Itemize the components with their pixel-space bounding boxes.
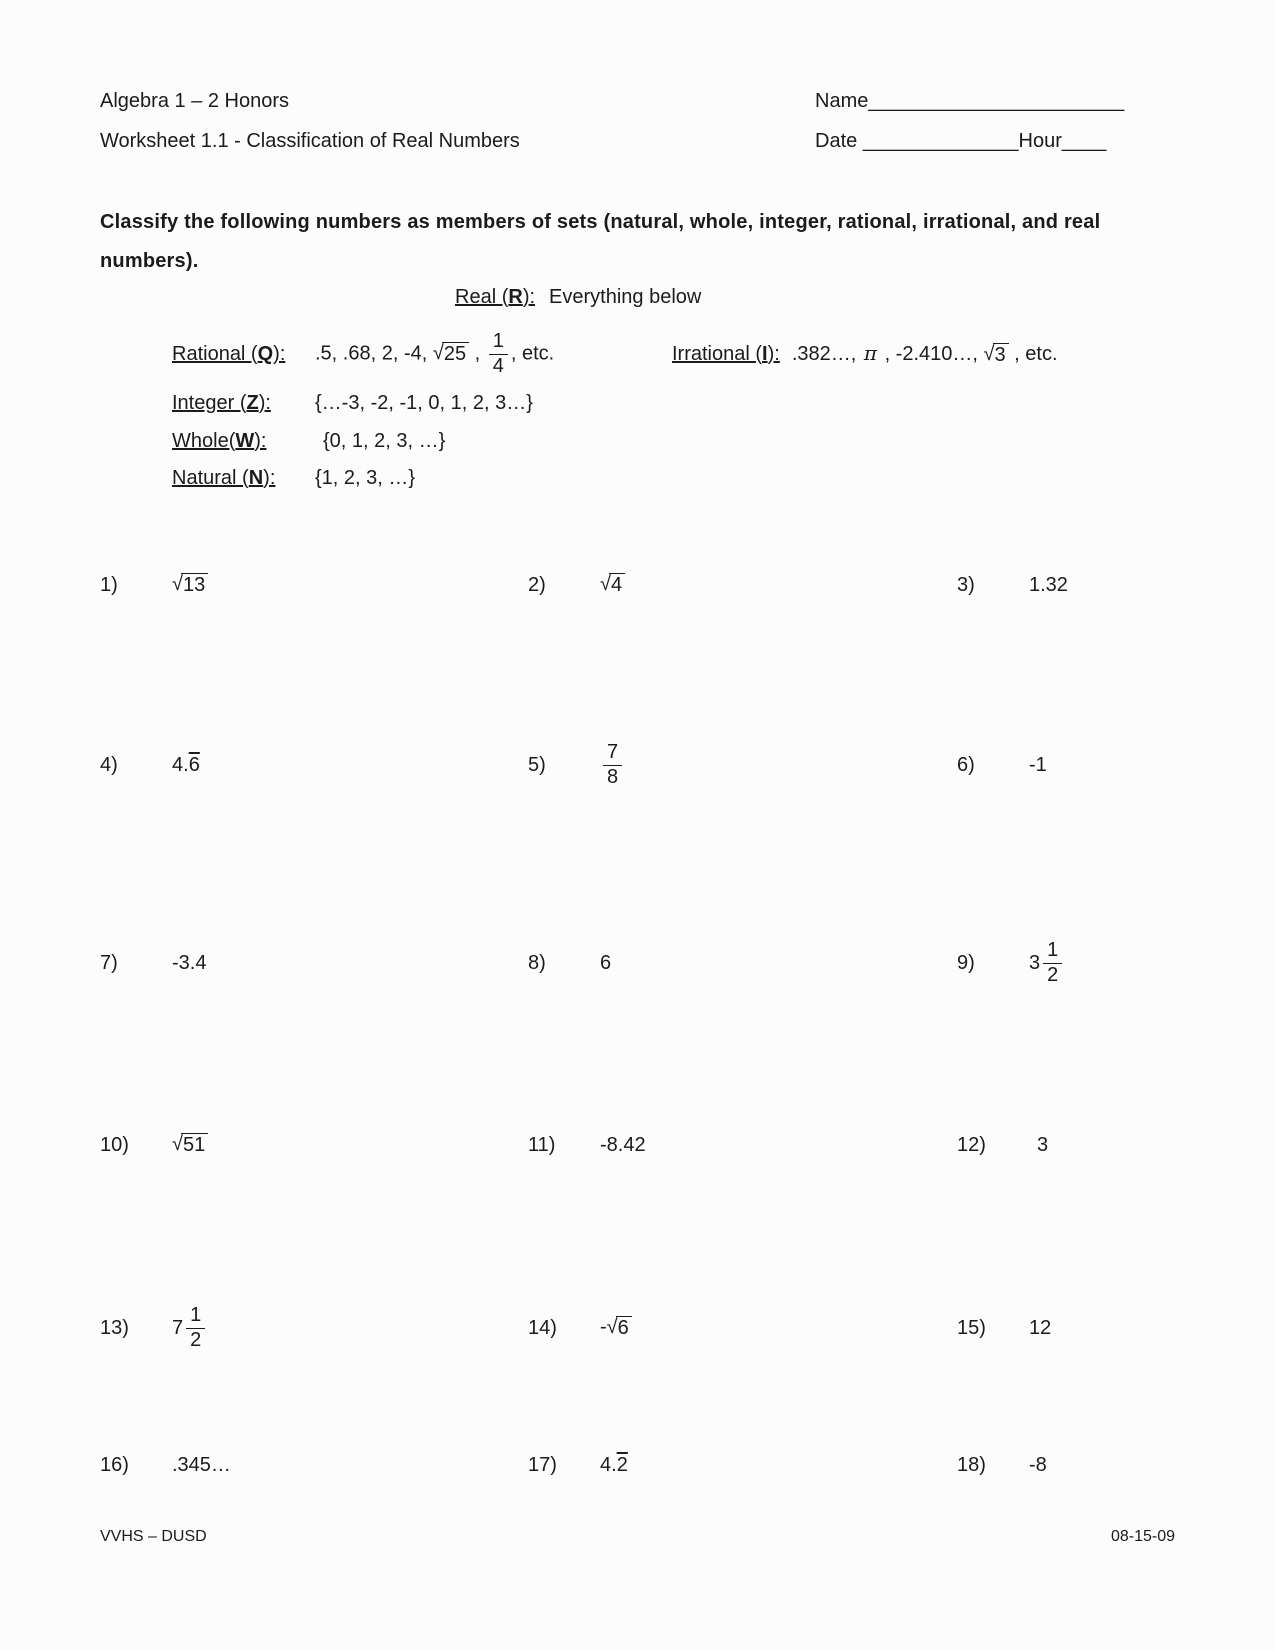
hour-blank-line: ____ [1061,130,1107,152]
problem-17-value [600,1454,628,1477]
date-hour-field [815,128,1106,154]
real-letter: R [508,286,523,308]
problem-9 [957,921,1065,1005]
definition-natural [172,467,415,490]
problem-13-whole-part: 7 [172,1316,184,1339]
problem-15-value: 12 [1029,1316,1052,1339]
whole-set: {0, 1, 2, 3, …} [323,430,446,452]
problem-1-sqrt-expression [172,573,208,597]
problem-17-whole-part: 4. [600,1453,617,1476]
real-label-pre: Real ( [455,286,509,308]
problem-4 [100,723,200,807]
problem-2 [528,543,625,627]
radical-icon: √ [606,1316,618,1338]
instructions-text: Classify the following numbers as members of sets (natural, whole, integer, rational, irrational, and real numbers). [100,211,1101,272]
rational-comma: , [469,342,486,365]
problem-9-number: 9) [957,951,975,974]
problem-6 [957,723,1047,807]
problem-8 [528,921,611,1005]
problem-4-repeating-digit: 6 [188,753,200,776]
real-label [455,286,535,309]
problem-11-value: -8.42 [600,1133,646,1156]
problem-7-number: 7) [100,951,118,974]
integer-letter: Z [246,392,259,414]
name-field [815,88,1124,114]
problem-8-number: 8) [528,951,546,974]
problem-13-numerator: 1 [186,1305,205,1329]
rational-examples-post: , etc. [510,342,555,365]
integer-label-post: ): [258,392,271,414]
problem-17-repeating-digit: 2 [616,1453,628,1476]
problem-5-denominator: 8 [607,765,619,788]
problem-4-whole-part: 4. [172,753,189,776]
problem-14-value [600,1316,632,1340]
problem-14-negative-sign: - [600,1316,607,1338]
problem-16-number: 16) [100,1453,129,1476]
problem-2-sqrt-expression [600,573,625,597]
integer-label-pre: Integer ( [172,392,247,414]
rational-examples [315,331,554,377]
problem-11-number: 11) [528,1133,556,1156]
definition-rational [172,328,554,380]
problem-12 [957,1103,1048,1187]
whole-label [172,430,315,453]
problem-11 [528,1103,646,1187]
problem-18-value: -8 [1029,1453,1047,1476]
irrational-letter: I [762,342,768,365]
natural-label [172,467,315,490]
whole-label-post: ): [254,430,267,452]
problem-9-whole-part: 3 [1029,951,1041,974]
definition-integer [172,392,533,415]
problem-1-radicand: 13 [181,573,208,597]
problem-9-fraction [1043,940,1062,986]
definition-whole [172,430,445,453]
problem-15 [957,1286,1051,1370]
problem-13-denominator: 2 [190,1328,202,1351]
rational-examples-pre: .5, .68, 2, -4, [315,342,433,365]
integer-set: {…-3, -2, -1, 0, 1, 2, 3…} [315,392,533,414]
problem-10-number: 10) [100,1133,129,1156]
irrational-examples [792,341,1058,367]
problem-13-fraction [186,1305,205,1351]
sqrt-3-expression [984,343,1009,367]
rational-letter: Q [257,342,274,365]
real-label-post: ): [522,286,536,308]
problem-1 [100,543,208,627]
problem-7 [100,921,206,1005]
name-blank-line: _______________________ [868,90,1125,112]
problem-4-value [172,754,200,777]
problem-16 [100,1423,231,1507]
natural-label-pre: Natural ( [172,467,249,489]
radical-icon: √ [983,343,995,365]
problem-13-mixed-number [172,1305,208,1351]
whole-label-pre: Whole( [172,430,236,452]
problem-10-sqrt-expression [172,1133,208,1157]
irrational-examples-post: , etc. [1008,343,1058,365]
problem-5 [528,723,625,807]
radical-icon: √ [172,1133,183,1155]
date-label: Date [815,130,863,152]
problem-18 [957,1423,1047,1507]
problem-14-radicand: 6 [616,1316,632,1340]
problem-3-number: 3) [957,573,975,596]
natural-letter: N [248,467,264,489]
sqrt-25-expression [433,342,469,366]
fraction-numerator: 1 [489,331,508,355]
problem-12-number: 12) [957,1133,986,1156]
problem-5-number: 5) [528,753,546,776]
problem-9-numerator: 1 [1043,940,1062,964]
natural-set: {1, 2, 3, …} [315,467,416,489]
problem-15-number: 15) [957,1316,986,1339]
rational-label [172,343,315,366]
problem-18-number: 18) [957,1453,986,1476]
problem-5-numerator: 7 [603,742,622,766]
problem-17-number: 17) [528,1453,557,1476]
integer-label [172,392,315,415]
problem-16-value: .345… [172,1453,231,1476]
problem-12-value: 3 [1037,1133,1049,1156]
problem-4-number: 4) [100,753,118,776]
problem-14 [528,1286,632,1370]
footer-date: 08-15-09 [1110,1528,1175,1545]
problem-9-mixed-number [1029,940,1065,986]
irrational-examples-mid: , -2.410…, [879,343,984,365]
whole-letter: W [235,430,255,452]
problem-13-number: 13) [100,1316,129,1339]
irrational-label [672,343,780,366]
rational-label-post: ): [273,342,286,365]
problem-14-number: 14) [528,1316,557,1339]
problem-2-number: 2) [528,573,546,596]
problem-13 [100,1286,208,1370]
irrational-label-pre: Irrational ( [672,342,763,365]
problem-5-fraction [603,742,622,788]
worksheet-title: Worksheet 1.1 - Classification of Real Numbers [100,130,520,152]
problem-3-value: 1.32 [1029,573,1068,596]
course-title: Algebra 1 – 2 Honors [100,90,290,112]
name-label: Name [815,90,869,112]
problem-17 [528,1423,628,1507]
problem-14-sqrt-expression [607,1316,632,1340]
sqrt-25-radicand: 25 [442,342,469,366]
problem-6-number: 6) [957,753,975,776]
problem-2-radicand: 4 [609,573,625,597]
radical-icon: √ [600,573,611,595]
problem-9-denominator: 2 [1047,963,1059,986]
problem-10-radicand: 51 [181,1133,208,1157]
footer-school: VVHS – DUSD [100,1528,207,1545]
irrational-label-post: ): [767,342,780,365]
rational-label-pre: Rational ( [172,342,258,365]
problem-3 [957,543,1068,627]
radical-icon: √ [172,573,183,595]
sqrt-3-radicand: 3 [993,343,1009,367]
problem-1-number: 1) [100,573,118,596]
fraction-denominator: 4 [492,354,504,377]
definition-irrational [672,328,1058,380]
date-blank-line: ______________ [862,130,1019,152]
problem-7-value: -3.4 [172,951,207,974]
radical-icon: √ [432,342,444,365]
definition-real [455,286,701,309]
problem-10 [100,1103,208,1187]
problem-8-value: 6 [600,951,612,974]
pi-symbol: π [863,341,878,365]
irrational-examples-pre: .382…, [791,343,862,365]
natural-label-post: ): [263,467,276,489]
hour-label: Hour [1018,130,1062,152]
problem-6-value: -1 [1029,753,1047,776]
real-text: Everything below [549,286,702,308]
one-fourth-fraction [489,331,508,377]
